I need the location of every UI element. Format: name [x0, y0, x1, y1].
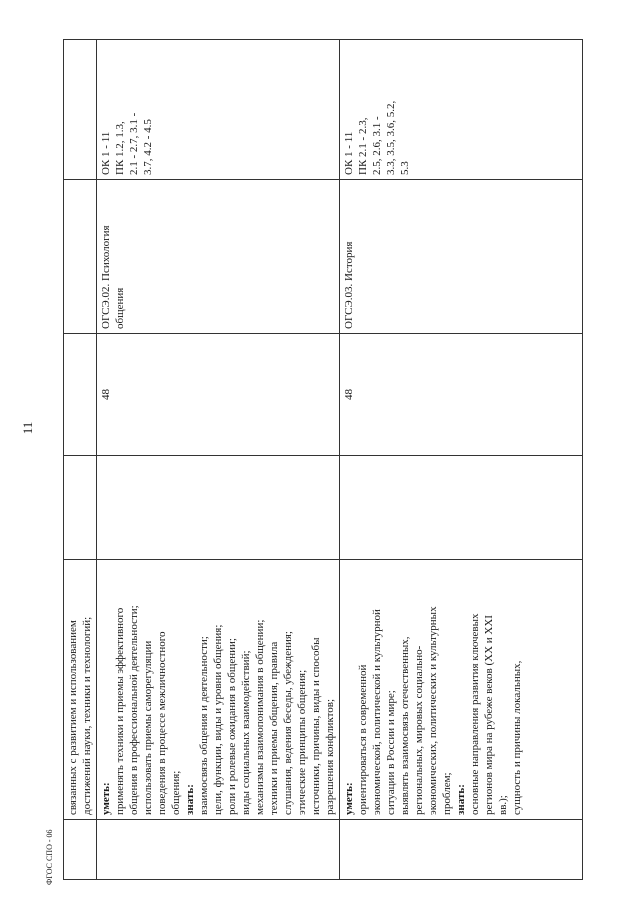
discipline-cell: [64, 180, 97, 334]
competencies-line: ОК 1 - 11: [343, 131, 355, 175]
table-row: [64, 40, 97, 880]
text_lines-line: вв.);: [497, 795, 509, 815]
discipline-line: ОГСЭ.03. История: [343, 241, 355, 329]
text_lines-line: экономических, политических и культурных: [427, 606, 439, 815]
skills-cell: [97, 560, 340, 820]
text_lines-line: экономической, политической и культурной: [371, 609, 383, 815]
competencies-cell: [64, 40, 97, 180]
text_lines-line: механизмы взаимопонимания в общении;: [254, 619, 266, 815]
text_lines-line: разрешения конфликтов;: [324, 698, 336, 815]
text_lines-line: взаимосвязь общения и деятельности;: [198, 636, 210, 815]
discipline-line: общения: [114, 287, 126, 329]
table-row: [340, 40, 583, 880]
curriculum-table: [63, 39, 583, 880]
hours-cell: [64, 334, 97, 456]
text_lines-line: знать:: [455, 784, 467, 815]
text_lines-line: применять техники и приемы эффективного: [114, 607, 126, 815]
index-cell: [97, 820, 340, 880]
footer-code: ФГОС СПО - 06: [45, 829, 54, 885]
empty-cell: [64, 456, 97, 560]
empty-cell: [97, 456, 340, 560]
competencies-line: ПК 2.1 - 2.3,: [357, 117, 369, 175]
index-cell: [64, 820, 97, 880]
hours-cell: [97, 334, 340, 456]
text_lines-line: использовать приемы саморегуляции: [142, 640, 154, 815]
discipline-cell: [97, 180, 340, 334]
text_lines-line: уметь:: [100, 782, 112, 815]
competencies-line: 2.1 - 2.7, 3.1 -: [128, 112, 140, 175]
page-number: 11: [20, 421, 35, 435]
competencies-line: 2.5, 2.6, 3.1 -: [371, 116, 383, 175]
text_lines-line: виды социальных взаимодействий;: [240, 650, 252, 815]
rotated-table: [63, 40, 573, 880]
text_lines-line: цели, функции, виды и уровни общения;: [212, 624, 224, 815]
text_lines-line: сущность и причины локальных,: [511, 660, 523, 815]
text_lines-line: этические принципы общения;: [296, 669, 308, 815]
discipline-line: ОГСЭ.02. Психология: [100, 225, 112, 329]
text_lines-line: регионов мира на рубеже веков (XX и XXI: [483, 615, 495, 815]
text_lines-line: ситуации в России и мире;: [385, 690, 397, 815]
skills-cell: [340, 560, 583, 820]
text_lines-line: основные направления развития ключевых: [469, 613, 481, 815]
competencies-cell: [97, 40, 340, 180]
text_lines-line: роли и ролевые ожидания в общении;: [226, 638, 238, 815]
text_lines-line: ориентироваться в современной: [357, 664, 369, 815]
competencies-line: 5.3: [399, 161, 411, 175]
text_lines-line: слушания, ведения беседы, убеждения;: [282, 631, 294, 815]
text_lines-line: знать:: [184, 784, 196, 815]
hours-cell: [340, 334, 583, 456]
text_lines-line: уметь:: [343, 782, 355, 815]
text_lines-line: техники и приемы общения, правила: [268, 641, 280, 815]
text_lines-line: поведения в процессе межличностного: [156, 631, 168, 815]
competencies-line: ПК 1.2, 1.3,: [114, 121, 126, 175]
text_lines-line: региональных, мировых социально-: [413, 645, 425, 815]
competencies-cell: [340, 40, 583, 180]
text_lines-line: проблем;: [441, 772, 453, 815]
text_lines-line: общения;: [170, 770, 182, 815]
competencies-line: 3.3, 3.5, 3.6, 5.2,: [385, 100, 397, 175]
hours-value: 48: [343, 389, 355, 400]
competencies-line: 3.7, 4.2 - 4.5: [142, 119, 154, 175]
text_lines-line: связанных с развитием и использованием: [67, 620, 79, 815]
table-row: [97, 40, 340, 880]
text_lines-line: достижений науки, техники и технологий;: [81, 616, 93, 815]
text_lines-line: общения в профессиональной деятельности;: [128, 605, 140, 815]
text_lines-line: выявлять взаимосвязь отечественных,: [399, 636, 411, 815]
empty-cell: [340, 456, 583, 560]
index-cell: [340, 820, 583, 880]
skills-cell: [64, 560, 97, 820]
competencies-line: ОК 1 - 11: [100, 131, 112, 175]
discipline-cell: [340, 180, 583, 334]
text_lines-line: источники, причины, виды и способы: [310, 637, 322, 815]
hours-value: 48: [100, 389, 112, 400]
